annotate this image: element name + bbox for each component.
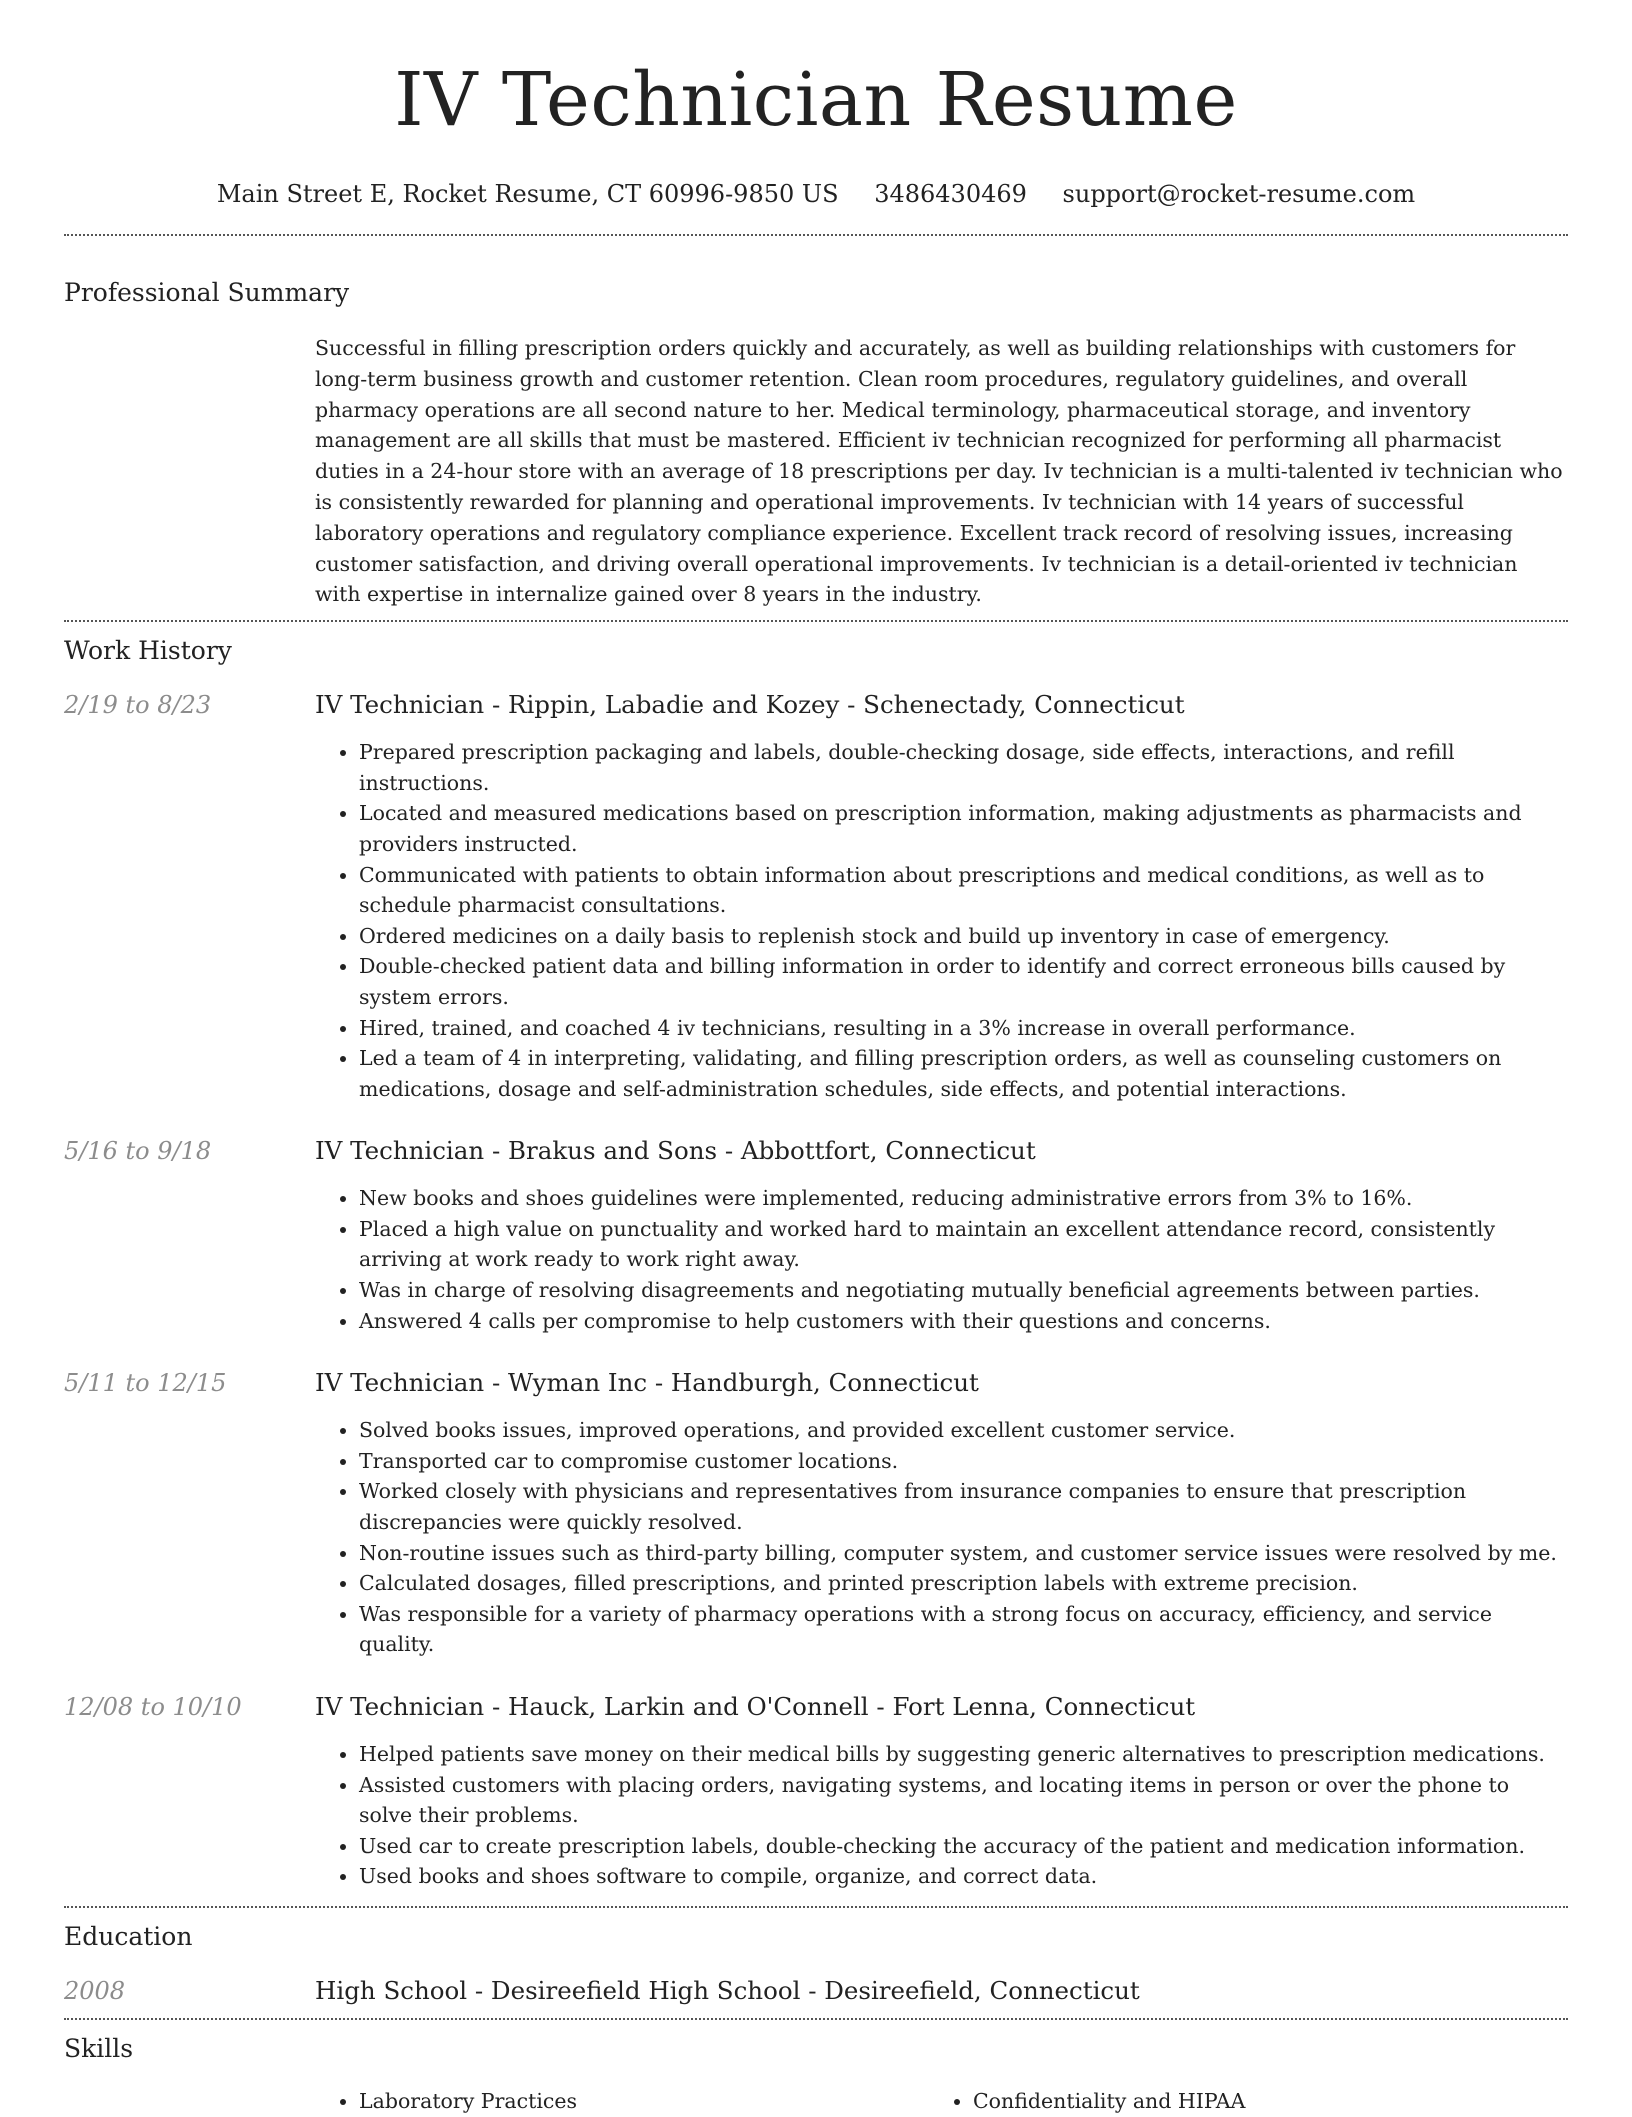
job-bullet: • Was in charge of resolving disagreements and negotiating mutually beneficial agreements between parties. [359, 1275, 1568, 1306]
job-bullet: • Worked closely with physicians and representatives from insurance companies to ensure that prescription discrepancies were quickly resolved. [359, 1476, 1568, 1537]
job-bullet: • Double-checked patient data and billing information in order to identify and correct erroneous bills caused by system errors. [359, 951, 1568, 1012]
job-bullets [315, 1415, 1568, 1660]
contact-phone: 3486430469 [874, 180, 1027, 208]
job-bullet: • Calculated dosages, filled prescriptions, and printed prescription labels with extreme precision. [359, 1568, 1568, 1599]
resume-title: IV Technician Resume [394, 57, 1238, 143]
education-entry [64, 1974, 1568, 2008]
section-title-summary: Professional Summary [64, 278, 350, 307]
summary-text: Successful in filling prescription orders quickly and accurately, as well as building relationships with customers for long-term business growth and customer retention. Clean room procedures, regulatory guidelines, and overall pharmacy operations are all second nature to her. Medical terminology, pharmaceutical storage, and inventory management are all skills that must be mastered. Efficient iv technician recognized for performing all pharmacist duties in a 24-hour store with an average of 18 prescriptions per day. Iv technician is a multi-talented iv technician who is consistently rewarded for planning and operational improvements. Iv technician with 14 years of successful laboratory operations and regulatory compliance experience. Excellent track record of resolving issues, increasing customer satisfaction, and driving overall operational improvements. Iv technician is a detail-oriented iv technician with expertise in internalize gained over 8 years in the industry. [315, 336, 1563, 607]
job-bullet: • New books and shoes guidelines were implemented, reducing administrative errors from 3% to 16%. [359, 1183, 1568, 1214]
job-bullet: • Solved books issues, improved operations, and provided excellent customer service. [359, 1415, 1568, 1446]
job-bullet: • Communicated with patients to obtain information about prescriptions and medical conditions, as well as to schedule pharmacist consultations. [359, 860, 1568, 921]
job-title: IV Technician - Brakus and Sons - Abbottfort, Connecticut [315, 1136, 1036, 1166]
job-dates: 12/08 to 10/10 [64, 1693, 242, 1722]
job-bullet: • Helped patients save money on their medical bills by suggesting generic alternatives to prescription medications. [359, 1739, 1568, 1770]
divider [64, 2018, 1568, 2020]
job-bullet: • Led a team of 4 in interpreting, validating, and filling prescription orders, as well as counseling customers on medications, dosage and self-administration schedules, side effects, and potential interactions. [359, 1043, 1568, 1104]
job-body [315, 1366, 1568, 1660]
skill-item: • Laboratory Practices [359, 2086, 929, 2117]
job-bullet: • Used books and shoes software to compile, organize, and correct data. [359, 1861, 1568, 1892]
job-dates: 5/11 to 12/15 [64, 1369, 227, 1398]
education-body [315, 1974, 1568, 2008]
job-dates: 5/16 to 9/18 [64, 1137, 212, 1166]
job-entry [64, 688, 1568, 1104]
education-title: High School - Desireefield High School - Desireefield, Connecticut [315, 1975, 1140, 2005]
divider [64, 620, 1568, 622]
section-title-education: Education [64, 1921, 193, 1951]
job-dates: 2/19 to 8/23 [64, 691, 212, 720]
job-bullet: • Non-routine issues such as third-party billing, computer system, and customer service issues were resolved by me. [359, 1538, 1568, 1569]
job-body [315, 1134, 1568, 1336]
job-bullet: • Transported car to compromise customer locations. [359, 1446, 1568, 1477]
job-bullet: • Assisted customers with placing orders, navigating systems, and locating items in person or over the phone to solve their problems. [359, 1770, 1568, 1831]
job-bullets [315, 1739, 1568, 1892]
job-bullet: • Used car to create prescription labels, double-checking the accuracy of the patient and medication information. [359, 1831, 1568, 1862]
job-bullet: • Ordered medicines on a daily basis to replenish stock and build up inventory in case of emergency. [359, 921, 1568, 952]
job-bullet: • Answered 4 calls per compromise to help customers with their questions and concerns. [359, 1306, 1568, 1337]
job-bullet: • Was responsible for a variety of pharmacy operations with a strong focus on accuracy, efficiency, and service quality. [359, 1599, 1568, 1660]
job-bullet: • Placed a high value on punctuality and worked hard to maintain an excellent attendance record, consistently arriving at work ready to work right away. [359, 1214, 1568, 1275]
job-bullet: • Hired, trained, and coached 4 iv technicians, resulting in a 3% increase in overall performance. [359, 1013, 1568, 1044]
section-title-work-history: Work History [64, 636, 232, 666]
job-entry [64, 1366, 1568, 1660]
job-entry [64, 1690, 1568, 1892]
job-title: IV Technician - Hauck, Larkin and O'Connell - Fort Lenna, Connecticut [315, 1692, 1196, 1722]
job-bullets [315, 737, 1568, 1104]
education-year: 2008 [64, 1976, 126, 2005]
job-bullet: • Prepared prescription packaging and labels, double-checking dosage, side effects, interactions, and refill instructions. [359, 737, 1568, 798]
divider [64, 234, 1568, 236]
contact-line [64, 178, 1568, 210]
skill-item: • Confidentiality and HIPAA [973, 2086, 1543, 2117]
job-body [315, 1690, 1568, 1892]
job-title: IV Technician - Rippin, Labadie and Kozey - Schenectady, Connecticut [315, 690, 1185, 720]
contact-email: support@rocket-resume.com [1062, 180, 1416, 208]
job-entry [64, 1134, 1568, 1336]
job-title: IV Technician - Wyman Inc - Handburgh, Connecticut [315, 1368, 979, 1398]
contact-address: Main Street E, Rocket Resume, CT 60996-9850 US [216, 180, 839, 208]
divider [64, 1906, 1568, 1908]
job-body [315, 688, 1568, 1104]
job-bullets [315, 1183, 1568, 1336]
job-bullet: • Located and measured medications based on prescription information, making adjustments as pharmacists and providers instructed. [359, 798, 1568, 859]
section-title-skills: Skills [64, 2033, 134, 2063]
